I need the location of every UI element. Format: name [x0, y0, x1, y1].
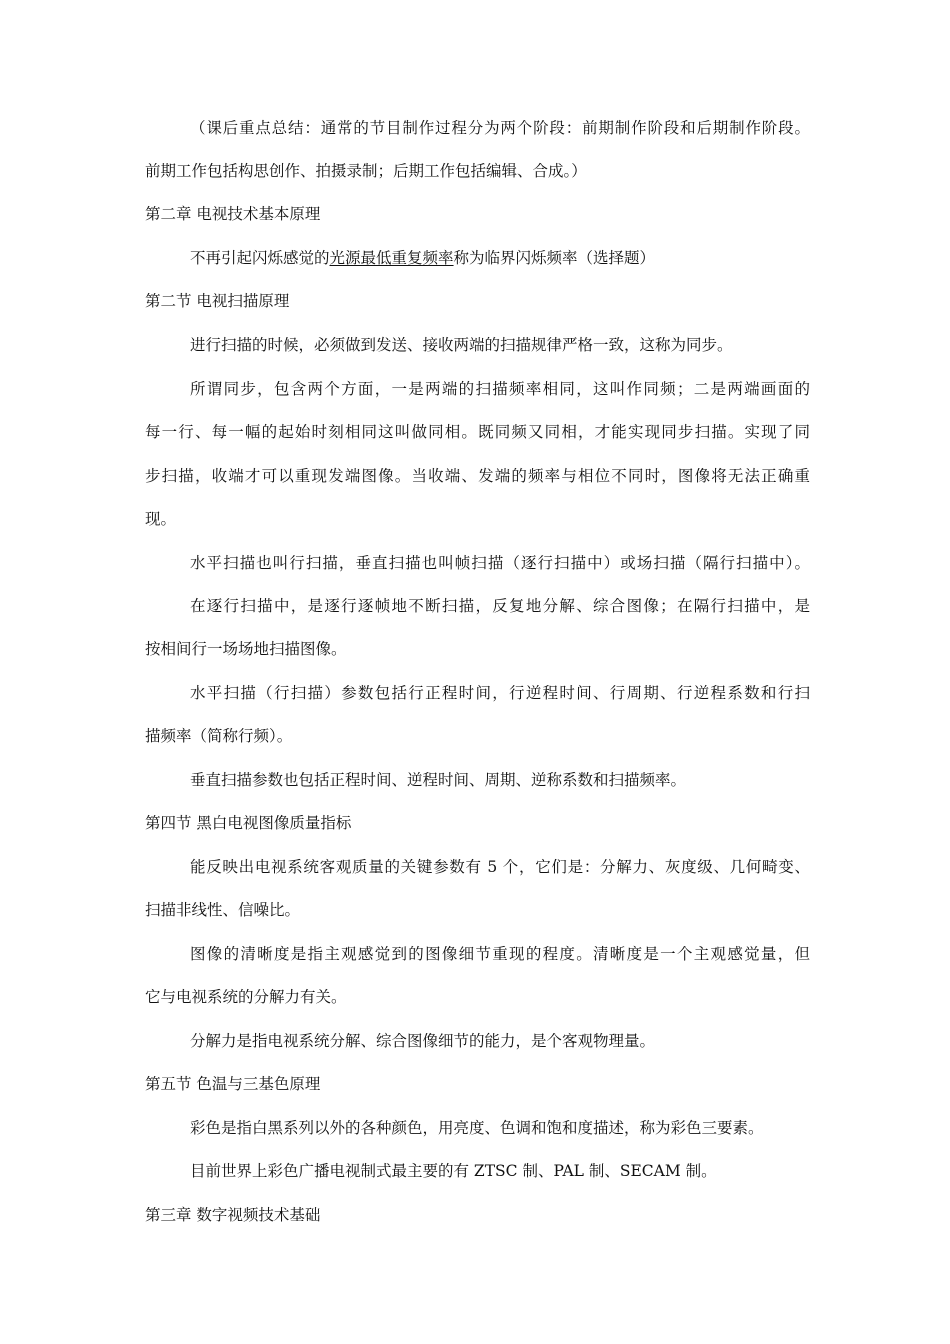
- text-segment: 称为临界闪烁频率（选择题）: [453, 249, 656, 267]
- chapter-heading: 第二章 电视技术基本原理: [145, 205, 321, 223]
- paragraph-line: 每一行、每一幅的起始时刻相同这叫做同相。既同频又同相，才能实现同步扫描。实现了同: [145, 423, 810, 441]
- section-heading: 第二节 电视扫描原理: [145, 292, 290, 310]
- paragraph-line: 扫描非线性、信噪比。: [145, 901, 301, 919]
- paragraph-line: 它与电视系统的分解力有关。: [145, 988, 347, 1006]
- paragraph-line: 图像的清晰度是指主观感觉到的图像细节重现的程度。清晰度是一个主观感觉量，但: [190, 945, 810, 963]
- paragraph-line: 现。: [145, 510, 177, 528]
- paragraph-line: 在逐行扫描中，是逐行逐帧地不断扫描，反复地分解、综合图像；在隔行扫描中，是: [190, 597, 810, 615]
- paragraph-line: 目前世界上彩色广播电视制式最主要的有 ZTSC 制、PAL 制、SECAM 制。: [190, 1162, 717, 1180]
- paragraph-line: （课后重点总结：通常的节目制作过程分为两个阶段：前期制作阶段和后期制作阶段。: [190, 119, 810, 137]
- paragraph-line: 步扫描，收端才可以重现发端图像。当收端、发端的频率与相位不同时，图像将无法正确重: [145, 467, 810, 485]
- paragraph-line: 所谓同步，包含两个方面，一是两端的扫描频率相同，这叫作同频；二是两端画面的: [190, 380, 810, 398]
- paragraph-line: 描频率（简称行频）。: [145, 727, 293, 745]
- paragraph-line: 垂直扫描参数也包括正程时间、逆程时间、周期、逆称系数和扫描频率。: [190, 771, 687, 789]
- paragraph-line: 按相间行一场场地扫描图像。: [145, 640, 347, 658]
- paragraph-line: 水平扫描（行扫描）参数包括行正程时间，行逆程时间、行周期、行逆程系数和行扫: [190, 684, 810, 702]
- paragraph-line: 能反映出电视系统客观质量的关键参数有 5 个，它们是：分解力、灰度级、几何畸变、: [190, 858, 810, 876]
- text-segment: 不再引起闪烁感觉的: [190, 249, 330, 267]
- section-heading: 第四节 黑白电视图像质量指标: [145, 814, 352, 832]
- paragraph-line: 分解力是指电视系统分解、综合图像细节的能力，是个客观物理量。: [190, 1032, 656, 1050]
- chapter-heading: 第三章 数字视频技术基础: [145, 1206, 321, 1224]
- paragraph-line: 进行扫描的时候，必须做到发送、接收两端的扫描规律严格一致，这称为同步。: [190, 336, 733, 354]
- paragraph-line: 前期工作包括构思创作、拍摄录制；后期工作包括编辑、合成。）: [145, 162, 587, 180]
- underlined-text: 光源最低重复频率: [329, 249, 454, 267]
- section-heading: 第五节 色温与三基色原理: [145, 1075, 321, 1093]
- paragraph-line: [190, 247, 810, 269]
- paragraph-line: 水平扫描也叫行扫描，垂直扫描也叫帧扫描（逐行扫描中）或场扫描（隔行扫描中）。: [190, 554, 810, 572]
- paragraph-line: 彩色是指白黑系列以外的各种颜色，用亮度、色调和饱和度描述，称为彩色三要素。: [190, 1119, 764, 1137]
